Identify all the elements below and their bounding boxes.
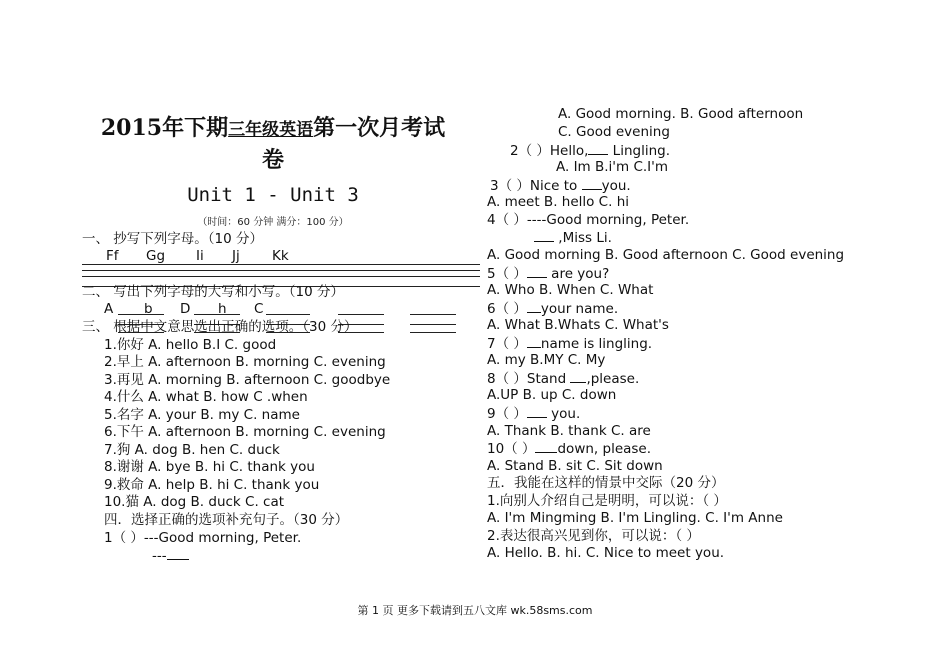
letter: Ii	[196, 248, 204, 264]
question-text: 10（ ）	[487, 441, 536, 457]
vocab-item: 1.你好 A. hello B.I C. good	[104, 337, 277, 353]
question-text: your name.	[540, 301, 619, 317]
vocab-item: 7.狗 A. dog B. hen C. duck	[104, 442, 280, 458]
letter-item: A	[104, 301, 114, 317]
options: A. Im B.i'm C.I'm	[556, 159, 669, 175]
vocab-item: 3.再见 A. morning B. afternoon C. goodbye	[104, 372, 391, 388]
letter-item: b	[144, 301, 153, 317]
question-text: 7（ ）	[487, 336, 527, 352]
question: 2.表达很高兴见到你，可以说：（ ）	[487, 528, 700, 544]
vocab-item: 6.下午 A. afternoon B. morning C. evening	[104, 424, 386, 440]
options: A. Who B. When C. What	[487, 282, 654, 298]
letter: Jj	[232, 248, 240, 264]
title-year: 2015年下期	[100, 115, 229, 141]
section-4-heading: 四．选择正确的选项补充句子。（30 分）	[104, 512, 349, 528]
options: A. Stand B. sit C. Sit down	[487, 458, 663, 474]
letter: Ff	[106, 248, 119, 264]
question-text: 9（ ）	[487, 406, 527, 422]
question-text: 8（ ）Stand	[487, 371, 571, 387]
dash-prefix: ---	[152, 548, 167, 564]
vocab-item: 10.猫 A. dog B. duck C. cat	[104, 494, 285, 510]
section-1-heading: 一、 抄写下列字母。（10 分）	[82, 231, 264, 247]
question: 4（ ）----Good morning, Peter.	[487, 212, 690, 228]
writing-line	[82, 276, 480, 277]
question	[487, 335, 652, 353]
title-rest: 第一次月考试	[313, 115, 446, 141]
letter: Kk	[272, 248, 289, 264]
title-subject: 三年级英语	[228, 120, 314, 140]
question-text: down, please.	[557, 441, 652, 457]
vocab-item: 9.救命 A. help B. hi C. thank you	[104, 477, 320, 493]
question	[487, 265, 609, 283]
answer-blank	[266, 314, 310, 315]
question-text: Lingling.	[608, 143, 670, 159]
answer-blank	[410, 314, 456, 315]
question	[487, 370, 639, 388]
page-footer: 第 1 页 更多下载请到五八文库 wk.58sms.com	[357, 604, 593, 617]
answer-blank	[527, 300, 541, 313]
question-text: 3（ ）Nice to	[490, 178, 582, 194]
answer-line	[534, 229, 612, 247]
answer-line	[152, 547, 189, 565]
answer-blank	[534, 229, 554, 242]
question: 1（ ）---Good morning, Peter.	[104, 530, 302, 546]
answer-blank	[527, 405, 547, 418]
vocab-item: 4.什么 A. what B. how C .when	[104, 389, 308, 405]
question-text: are you?	[546, 266, 610, 282]
answer-blank	[194, 314, 240, 315]
answer-blank	[118, 314, 164, 315]
answer-blank	[167, 547, 189, 560]
question-text: ,please.	[586, 371, 640, 387]
section-5-heading: 五．我能在这样的情景中交际（20 分）	[487, 475, 725, 491]
page-title-line2: 卷	[261, 147, 284, 173]
options: A. Thank B. thank C. are	[487, 423, 651, 439]
letter-item: D	[180, 301, 191, 317]
letter-item: h	[218, 301, 227, 317]
vocab-item: 8.谢谢 A. bye B. hi C. thank you	[104, 459, 315, 475]
answer-blank	[410, 324, 456, 325]
options: A. meet B. hello C. hi	[487, 194, 630, 210]
options: C. Good evening	[558, 124, 670, 140]
writing-line	[82, 270, 480, 271]
question-text: 2（ ）Hello,	[510, 143, 589, 159]
page-title	[63, 112, 483, 146]
options: A. What B.Whats C. What's	[487, 317, 669, 333]
options: A. Good morning B. Good afternoon C. Good evening	[487, 247, 845, 263]
question: 1.向别人介绍自己是明明，可以说：（ ）	[487, 493, 727, 509]
answer-blank	[535, 440, 557, 453]
options: A.UP B. up C. down	[487, 387, 617, 403]
section-3-heading: 三、 根据中文意思选出正确的选项。（30 分）	[82, 319, 358, 335]
section-2-heading: 二、 写出下列字母的大写和小写。（10 分）	[82, 284, 345, 300]
answer-blank	[570, 370, 586, 383]
answer-blank	[527, 335, 541, 348]
question-text: name is lingling.	[540, 336, 653, 352]
options: A. Good morning. B. Good afternoon	[558, 106, 804, 122]
vocab-item: 2.早上 A. afternoon B. morning C. evening	[104, 354, 386, 370]
options: A. my B.MY C. My	[487, 352, 606, 368]
vocab-item: 5.名字 A. your B. my C. name	[104, 407, 300, 423]
question	[487, 300, 618, 318]
answer-blank	[527, 265, 547, 278]
question	[510, 142, 670, 160]
answer-blank	[588, 142, 608, 155]
exam-note: （时间：60 分钟 满分：100 分）	[197, 217, 349, 228]
question-text: 5（ ）	[487, 266, 527, 282]
question	[487, 405, 580, 423]
question-text: ,Miss Li.	[554, 230, 612, 246]
answer-blank	[582, 177, 602, 190]
question-text: you.	[546, 406, 581, 422]
question-text: 6（ ）	[487, 301, 527, 317]
answer-blank	[338, 314, 384, 315]
question-text: you.	[601, 178, 631, 194]
unit-range: Unit 1 - Unit 3	[187, 184, 359, 206]
question	[490, 177, 631, 195]
options: A. Hello. B. hi. C. Nice to meet you.	[487, 545, 725, 561]
answer-blank	[410, 332, 456, 333]
writing-line	[82, 264, 480, 265]
options: A. I'm Mingming B. I'm Lingling. C. I'm Anne	[487, 510, 783, 526]
letter: Gg	[146, 248, 166, 264]
question	[487, 440, 651, 458]
letter-item: C	[254, 301, 264, 317]
